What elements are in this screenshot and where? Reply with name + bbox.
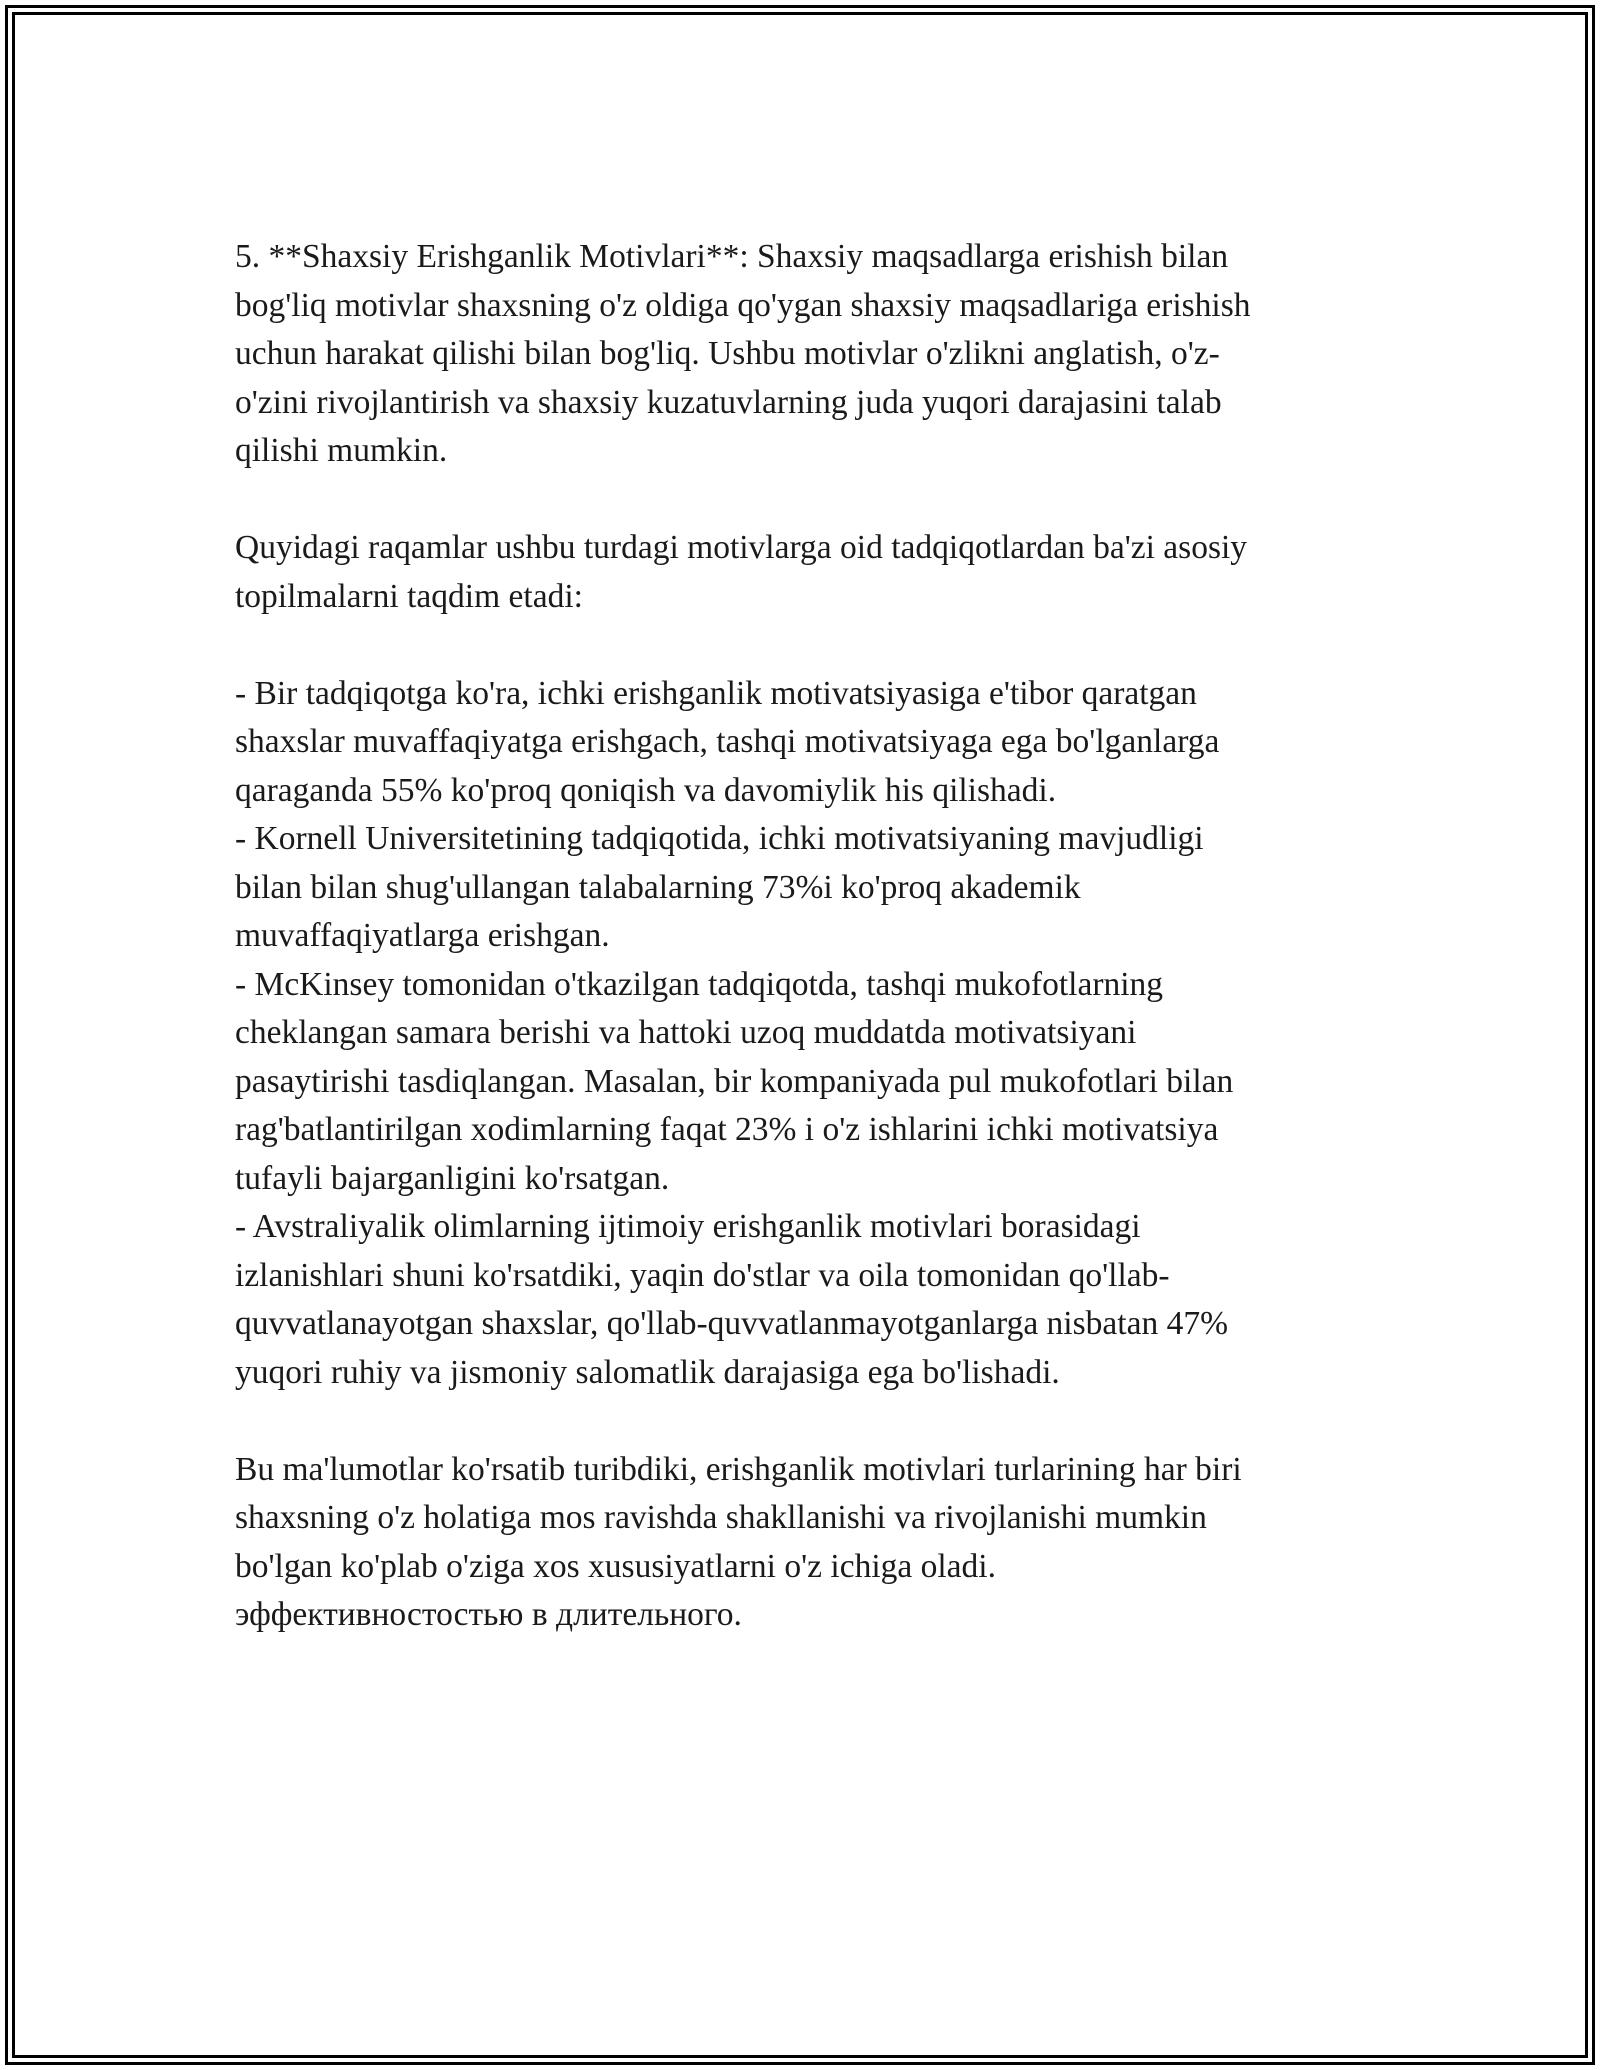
list-item — [235, 815, 1365, 961]
document-body — [235, 233, 1365, 1640]
text-line: o'zini rivojlantirish va shaxsiy kuzatuvlarning juda yuqori darajasini talab — [235, 383, 1222, 421]
findings-list — [235, 670, 1365, 1398]
paragraph-conclusion — [235, 1446, 1365, 1640]
text-line: tufayli bajarganligini ko'rsatgan. — [235, 1159, 670, 1197]
paragraph-gap — [235, 621, 1365, 670]
text-line: shaxslar muvaffaqiyatga erishgach, tashqi motivatsiyaga ega bo'lganlarga — [235, 723, 1220, 760]
text-line: cheklangan samara berishi va hattoki uzoq muddatda motivatsiyani — [235, 1014, 1137, 1051]
text-line: izlanishlari shuni ko'rsatdiki, yaqin do'stlar va oila tomonidan qo'llab- — [235, 1256, 1170, 1294]
text-line: qaraganda 55% ko'proq qoniqish va davomiylik his qilishadi. — [235, 771, 1057, 809]
text-line: bog'liq motivlar shaxsning o'z oldiga qo'ygan shaxsiy maqsadlariga erishish — [235, 286, 1251, 324]
text-line: эффективностостью в длительного. — [235, 1596, 742, 1633]
text-line: bo'lgan ko'plab o'ziga xos xususiyatlarni o'z ichiga oladi. — [235, 1547, 996, 1585]
paragraph-personal-achievement-motives — [235, 233, 1365, 476]
text-line: uchun harakat qilishi bilan bog'liq. Ushbu motivlar o'zlikni anglatish, o'z- — [235, 335, 1220, 372]
text-line: - Avstraliyalik olimlarning ijtimoiy erishganlik motivlari borasidagi — [235, 1208, 1141, 1245]
list-item — [235, 961, 1365, 1204]
text-line: yuqori ruhiy va jismoniy salomatlik darajasiga ega bo'lishadi. — [235, 1353, 1060, 1391]
text-line: pasaytirishi tasdiqlangan. Masalan, bir kompaniyada pul mukofotlari bilan — [235, 1062, 1234, 1100]
text-line: shaxsning o'z holatiga mos ravishda shakllanishi va rivojlanishi mumkin — [235, 1499, 1207, 1536]
text-line: - Kornell Universitetining tadqiqotida, ichki motivatsiyaning mavjudligi — [235, 820, 1204, 857]
paragraph-gap — [235, 1397, 1365, 1446]
text-line: quvvatlanayotgan shaxslar, qo'llab-quvvatlanmayotganlarga nisbatan 47% — [235, 1305, 1228, 1342]
text-line: 5. **Shaxsiy Erishganlik Motivlari**: Shaxsiy maqsadlarga erishish bilan — [235, 238, 1229, 275]
text-line: Bu ma'lumotlar ko'rsatib turibdiki, erishganlik motivlari turlarining har biri — [235, 1450, 1242, 1488]
text-line: muvaffaqiyatlarga erishgan. — [235, 917, 610, 954]
text-line: Quyidagi raqamlar ushbu turdagi motivlarga oid tadqiqotlardan ba'zi asosiy — [235, 529, 1248, 566]
paragraph-gap — [235, 476, 1365, 525]
text-line: bilan bilan shug'ullangan talabalarning 73%i ko'proq akademik — [235, 868, 1081, 906]
list-item — [235, 670, 1365, 816]
list-item — [235, 1203, 1365, 1397]
text-line: rag'batlantirilgan xodimlarning faqat 23% i o'z ishlarini ichki motivatsiya — [235, 1111, 1219, 1148]
paragraph-intro-findings — [235, 524, 1365, 621]
text-line: topilmalarni taqdim etadi: — [235, 577, 583, 615]
text-line: - McKinsey tomonidan o'tkazilgan tadqiqotda, tashqi mukofotlarning — [235, 965, 1164, 1003]
text-line: - Bir tadqiqotga ko'ra, ichki erishganlik motivatsiyasiga e'tibor qaratgan — [235, 674, 1197, 712]
text-line: qilishi mumkin. — [235, 432, 448, 469]
